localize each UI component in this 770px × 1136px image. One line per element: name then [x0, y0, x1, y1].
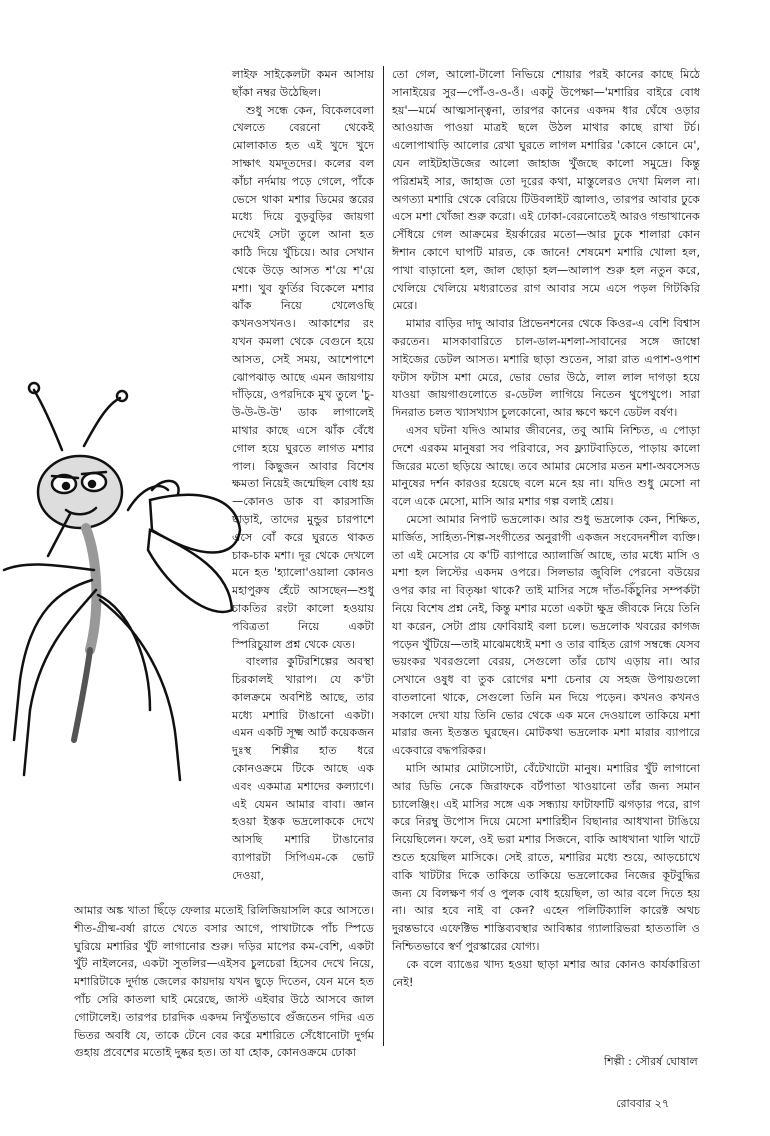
paragraph: শুধু সন্ধে কেন, বিকেলবেলা খেলতে বেরনো থেকেই মোলাকাত হত এই খুদে খুদে সাক্ষাৎ যমদূতদের। কলের বল কাঁচা নর্দমায় পড়ে গেলে, পাঁকে ভেসে থাকা মশার ডিমের স্তরের মধ্যে দিয়ে বুড়বুড়ির জায়গা দেখেই সেটা তুলে আনা হত কাঠি দিয়ে খুঁচিয়ে। আর সেখান থেকে উড়ে আসত শ'য়ে শ'য়ে মশা। খুব ফুর্তির বিকেলে মশার ঝাঁক নিয়ে খেলেওছি কখনওসখনও। আকাশের রং যখন কমলা থেকে বেগুনে হয়ে আসত, সেই সময়, আশেপাশে ঝোপঝাড় আছে এমন জায়গায় দাঁড়িয়ে, ওপরদিকে মুখ তুলে 'চু-উ-উ-উ-উ' ডাক লাগালেই মাথার কাছে এসে ঝাঁক বেঁধে গোল হয়ে ঘুরতে লাগত মশার পাল। কিছুজন আবার বিশেষ ক্ষমতা নিয়েই জন্মেছিল বোধ হয়—কোনও ডাক বা কারসাজি ছাড়াই, তাদের মুন্ডুর চারপাশে এসে বোঁ করে ঘুরতে থাকত চাক-চাক মশা। দূর থেকে দেখলে মনে হত 'হ্যালো'ওয়ালা কোনও মহাপুরুষ হেঁটে আসছেন—শুধু চাকতির রংটা কালো হওয়ায় পবিত্রতা নিয়ে একটা স্পিরিচুয়াল প্রশ্ন থেকে যেত। — [232, 103, 374, 651]
paragraph: মামার বাড়ির দাদু আবার প্রিভেনশনের থেকে কিওর-এ বেশি বিশ্বাস করতেন। মাসকাবারিতে চাল-ডাল-মশলা-সাবানের সঙ্গে জাম্বো সাইজের ডেটল আসত। মশারি ছাড়া শুতেন, সারা রাত এপাশ-ওপাশ ফটাস ফটাস মশা মেরে, ভোর ভোর উঠে, লাল লাল দাগড়া হয়ে যাওয়া জায়গাগুলোতে র-ডেটল লাগিয়ে নিতেন থুপেথুপে। সারা দিনরাত চলত খ্যাসখ্যাস চুলকোনো, আর ক্ষণে ক্ষণে ডেটল বর্ষণ। — [392, 317, 700, 420]
paragraph: বাংলার কুটিরশিল্পের অবস্থা চিরকালই খারাপ। যে ক'টা কালক্রমে অবশিষ্ট আছে, তার মধ্যে মশারি টাঙানো একটা। এমন একটি সূক্ষ্ম আর্ট কয়েকজন দুঃস্থ শিল্পীর হাত ধরে কোনওক্রমে টিকে আছে এক এবং একমাত্র মশাদের কল্যাণে। এই যেমন আমার বাবা। জ্ঞান হওয়া ইস্তক ভদ্রলোককে দেখে আসছি মশারি টাঙানোর ব্যাপারটা সিপিএম-কে ভোট দেওয়া, — [232, 655, 374, 882]
paragraph: মেসো আমার নিপাট ভদ্রলোক। আর শুধু ভদ্রলোক কেন, শিক্ষিত, মার্জিত, সাহিত্য-শিল্প-সংগীতের অনুরাগী একজন সংবেদনশীল ব্যক্তি। তা এই মেসোর যে ক'টি ব্যাপারে অ্যালার্জি আছে, তার মধ্যে মাসি ও মশা হল লিস্টের একদম ওপরে। সিলভার জুবিলি পেরনো বউয়ের ওপর কার না বিতৃষ্ণা থাকে? তাই মাসির সঙ্গে দাঁত-কিঁচুনির সম্পর্কটা নিয়ে বিশেষ প্রশ্ন নেই, কিন্তু মশার মতো একটা ক্ষুদ্র জীবকে নিয়ে তিনি যা করেন, সেটা প্রায় ফোবিয়াই বলা চলে। ভদ্রলোক খবরের কাগজ পড়েন খুঁটিয়ে—তাই মাঝেমধ্যেই মশা ও তার বাহিত রোগ সম্বন্ধে যেসব ভয়ংকর খবরগুলো বেরয়, সেগুলো তাঁর চোখ এড়ায় না। আর সেখানে ওষুধ বা তুক রোগের মশা চেনার যে সহজ উপায়গুলো বাতলানো থাকে, সেগুলো তিনি মন দিয়ে পড়েন। কখনও কখনও সকালে দেখা যায় তিনি ভোর থেকে এক মনে দেওয়ালে তাকিয়ে মশা মারার জন্য ইতস্তত ঘুরছেন। মোটকথা ভদ্রলোক মশা মারার ব্যাপারে একেবারে বদ্ধপরিকর। — [392, 512, 700, 758]
right-column — [392, 66, 700, 991]
paragraph: মাসি আমার মোটাসোটা, বেঁটেখাটো মানুষ। মশারির খুঁট লাগানো আর ডিভি নেকে জিরাফকে বর্টপাতা খাওয়ানো তাঁর জন্য সমান চ্যালেঞ্জিং। এই মাসির সঙ্গে এক সন্ধ্যায় ফাটাফাটি ঝগড়ার পরে, রাগ করে নিরম্বু উপোস দিয়ে মেসো মশারিহীন বিছানার আধখানা টাঙিয়ে নিয়েছিলেন। ফলে, ওই ভরা মশার সিজনে, বাকি আধখানা খালি খাটে শুতে হয়েছিল মাসিকে। সেই রাতে, মশারির মধ্যে শুয়ে, আড়চোখে বাকি খাটটার দিকে তাকিয়ে তাকিয়ে ভদ্রলোকের নিজের কূটবুদ্ধির জন্য যে বিলক্ষণ গর্ব ও পুলক বোধ হয়েছিল, তা আর বলে দিতে হয় না। আর হবে নাই বা কেন? এহেন পলিটিক্যালি কারেক্ট অথচ দুরন্তভাবে এফেক্টিভ শাস্তিব্যবস্থার আবিষ্কার গ্যালারিভরা হাততালি ও নিশ্চিতভাবে স্বর্ণ পুরস্কারের যোগ্য। — [392, 762, 700, 954]
paragraph: লাইফ সাইকেলটা কমন আসায় ছাঁকা নম্বর উঠেছিল। — [232, 68, 374, 99]
paragraph: এসব ঘটনা যদিও আমার জীবনের, তবু আমি নিশ্চিত, এ পোড়া দেশে এরকম মানুষরা সব পরিবারে, সব ফ্ল্যাটবাড়িতে, পাড়ায় কালো জিরের মতো ছড়িয়ে আছে। তবে আমার মেসোর মতন মশা-অবসেসড মানুষের দর্শন কারওর হয়েছে বলে মনে হয় না। যদিও শুধু মেসো না বলে একে মেসো, মাসি আর মশার গল্প বলাই শ্রেয়। — [392, 423, 700, 509]
paragraph: আমার অঙ্ক খাতা ছিঁড়ে ফেলার মতোই রিলিজিয়াসলি করে আসতে। শীত-গ্রীষ্ম-বর্ষা রাতে খেতে বসার আগে, পাখাটাকে পাঁচ স্পিডে ঘুরিয়ে মশারির খুঁট লাগানোর শুরু। দড়ির মাপের কম-বেশি, একটা খুঁট নাইলনের, একটা সুতলির—এইসব চুলচেরা হিসেব দেখে নিয়ে, মশারিটাকে দুর্দান্ত জেলের কায়দায় যখন ছুড়ে দিতেন, যেন মনে হত পাঁচ সেরি কাতলা ঘাই মেরেছে, জাস্ট এইবার উঠে আসবে জাল গোটালেই। তারপর চারদিক একদম নিখুঁতভাবে গুঁজতেন গদির এত ভিতর অবধি যে, তাকে টেনে বের করে মশারিতে সেঁধোনোটা দুর্গম গুহায় প্রবেশের মতোই দুষ্কর হত। তা যা হোক, কোনওক্রমে ঢোকা — [74, 904, 374, 1060]
left-column-wide — [74, 902, 374, 1062]
illustration-credit: শিল্পী : সৌরর্ষ ঘোষাল — [604, 1055, 698, 1068]
left-column-narrow — [232, 66, 374, 885]
column-divider — [383, 66, 384, 1046]
page-footer: রোববার ২৭ — [616, 1097, 669, 1110]
paragraph: কে বলে ব্যাঙের খাদ্য হওয়া ছাড়া মশার আর কোনও কার্যকারিতা নেই! — [392, 957, 700, 989]
mosquito-illustration — [0, 380, 245, 800]
paragraph: তো গেল, আলো-টালো নিভিয়ে শোয়ার পরই কানের কাছে মিঠে সানাইয়ের সুর—পোঁ-ও-ও-ওঁ। একটু উপেক্ষা—'মশারির বাইরে বোধ হয়'—মর্মে আত্মসান্ত্বনা, তারপর কানের একদম ধার ঘেঁষে ওড়ার আওয়াজ পাওয়া মাত্রই ছলে উঠল মাথার কাছে রাখা টর্চ। এলোপাথাড়ি আলোর রেখা ঘুরতে লাগল মশারির 'কোনে কোনে মে', যেন লাইটহাউজের আলো জাহাজ খুঁজছে কালো সমুদ্রে। কিন্তু পরিশ্রমই সার, জাহাজ তো দূরের কথা, মাস্তুলেরও দেখা মিলল না। অগত্যা মশারি থেকে বেরিয়ে টিউবলাইট জ্বালাও, তারপর আবার ঢুকে এসে মশা খোঁজা শুরু করো। এই ঢোকা-বেরনোতেই আরও গন্ডাখানেক সেঁধিয়ে গেল আক্রমের ইয়র্কারের মতো—আর ঢুকে শালারা কোন ঈশান কোণে ঘাপটি মারত, কে জানে! শেষমেশ মশারি খোলা হল, পাখা বাড়ানো হল, জাল ছোড়া হল—আলাপ শুরু হল নতুন করে, খেলিয়ে খেলিয়ে মধ্যরাতের রাগ আবার সমে এসে পড়ল গিটকিরি মেরে। — [392, 68, 700, 313]
